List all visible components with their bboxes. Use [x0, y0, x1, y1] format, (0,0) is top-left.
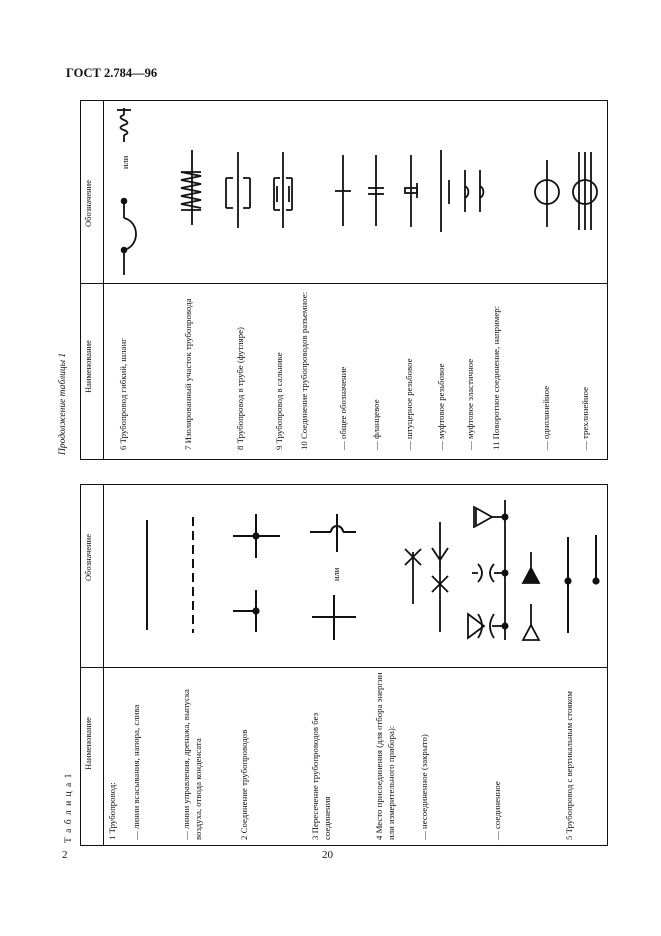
joint-flanged-symbol	[368, 155, 384, 226]
row-text-10c: — штуцерное резьбовое	[404, 358, 414, 450]
row-text-9: 9 Трубопровод в сальнике	[274, 352, 284, 450]
table-caption-right: Продолжение таблицы 1	[58, 352, 68, 455]
joint-general-symbol	[335, 155, 351, 226]
joint-coupling-elastic-symbol	[465, 170, 483, 212]
insulated-section-symbol	[181, 150, 201, 225]
row-text-1a: — линии всасывания, напора, слива	[131, 704, 141, 840]
joint-union-symbol	[405, 155, 417, 227]
flexible-hose-symbol	[117, 108, 136, 275]
row-text-4: 4 Место присоединения (для отбора энергии или измерительного прибора):	[374, 672, 396, 840]
row-text-10e: — муфтовое эластичное	[465, 358, 475, 450]
row-text-11a: — однолинейное	[541, 385, 551, 450]
row-text-1b: — линии управления, дренажа, выпуска воздуха, отвода конденсата	[181, 689, 203, 840]
col-header-symbol-left: Обозначение	[83, 534, 93, 581]
row-text-10b: — фланцевое	[371, 399, 381, 450]
rotary-three-line-symbol	[573, 152, 597, 230]
col-header-symbol-right: Обозначение	[83, 180, 93, 227]
row-text-8: 8 Трубопровод в трубе (футляре)	[235, 327, 245, 450]
page-number-left: 2	[62, 849, 68, 861]
row-text-2: 2 Соединение трубопроводов	[239, 729, 249, 840]
row-text-1: 1 Трубопровод:	[107, 782, 117, 840]
row-text-3: 3 Пересечение трубопроводов без соединения	[310, 712, 332, 840]
row-text-6: 6 Трубопровод гибкий, шланг	[118, 338, 128, 450]
or-label-left: или	[331, 567, 341, 581]
table-caption-left: Т а б л и ц а 1	[64, 772, 74, 843]
row-text-5: 5 Трубопровод с вертикальным стояком	[564, 691, 574, 840]
page-number-center: 20	[322, 849, 333, 861]
row-text-10a: — общее обозначение	[338, 366, 348, 450]
col-header-name-right: Наименование	[83, 340, 93, 393]
joint-coupling-threaded-symbol	[441, 150, 449, 232]
page-header: ГОСТ 2.784—96	[66, 66, 158, 80]
or-label-right: или	[120, 155, 130, 169]
row-text-11: 11 Поворотное соединение, например:	[491, 305, 501, 450]
row-text-10d: — муфтовое резьбовое	[436, 363, 446, 450]
pipe-in-case-symbol	[226, 152, 250, 228]
row-text-11b: — трехлинейное	[580, 386, 590, 450]
col-header-name-left: Наименование	[83, 717, 93, 770]
row-text-4b: — соединенное	[492, 781, 502, 840]
row-text-4a: — несоединенное (закрыто)	[419, 734, 429, 840]
row-text-10: 10 Соединение трубопроводов разъемное:	[299, 291, 309, 450]
rotary-single-symbol	[535, 160, 559, 227]
row-text-7: 7 Изолированный участок трубопровода	[183, 298, 193, 450]
pipe-in-gland-symbol	[274, 152, 292, 228]
